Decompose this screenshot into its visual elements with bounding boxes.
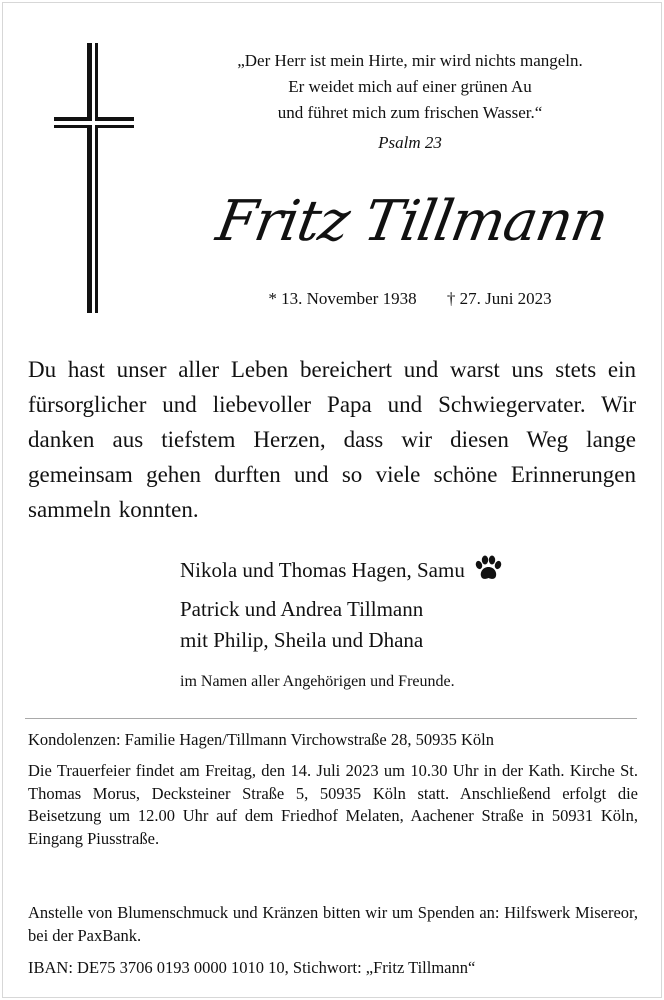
family-names-hagen: Nikola und Thomas Hagen, Samu	[180, 558, 465, 582]
life-dates	[220, 287, 600, 311]
section-divider	[25, 718, 637, 719]
family-relatives-note: im Namen aller Angehörigen und Freunde.	[180, 673, 455, 690]
psalm-quote	[160, 48, 660, 126]
paw-print-icon	[473, 555, 503, 583]
funeral-details: Die Trauerfeier findet am Freitag, den 14. Juli 2023 um 10.30 Uhr in der Kath. Kirche St. Thomas Morus, Decksteiner Straße 5, 50935 Köln statt. Anschließend erfolgt die Beisetzung um 12.00 Uhr auf dem Friedhof Melaten, Aachener Straße in 50931 Köln, Eingang Piusstraße.	[28, 761, 638, 848]
donation-request: Anstelle von Blumenschmuck und Kränzen bitten wir um Spenden an: Hilfswerk Misereor, bei der PaxBank.	[28, 903, 638, 945]
family-names-tillmann: Patrick und Andrea Tillmann	[180, 597, 424, 621]
family-line	[180, 555, 503, 585]
psalm-reference: Psalm 23	[378, 133, 442, 152]
tribute-message: Du hast unser aller Leben bereichert und warst uns stets ein fürsorglicher und liebevoller Papa und Schwiegervater. Wir danken aus tiefstem Herzen, dass wir diesen Weg lange gemeinsam gehen durften und so viele schöne Erinnerungen sammeln konnten.	[28, 357, 636, 522]
family-grandchildren: mit Philip, Sheila und Dhana	[180, 628, 424, 652]
iban-details: IBAN: DE75 3706 0193 0000 1010 10, Stichwort: „Fritz Tillmann“	[28, 958, 476, 977]
cross-icon	[54, 43, 134, 313]
condolences-address: Kondolenzen: Familie Hagen/Tillmann Virchowstraße 28, 50935 Köln	[28, 730, 494, 749]
death-date: † 27. Juni 2023	[446, 289, 552, 308]
psalm-line: Er weidet mich auf einer grünen Au	[288, 77, 532, 96]
birth-date: * 13. November 1938	[268, 289, 417, 308]
deceased-name: Fritz Tillmann	[211, 189, 613, 254]
family-block	[180, 594, 423, 656]
psalm-line: „Der Herr ist mein Hirte, mir wird nichts mangeln.	[237, 51, 583, 70]
psalm-line: und führet mich zum frischen Wasser.“	[277, 103, 543, 122]
